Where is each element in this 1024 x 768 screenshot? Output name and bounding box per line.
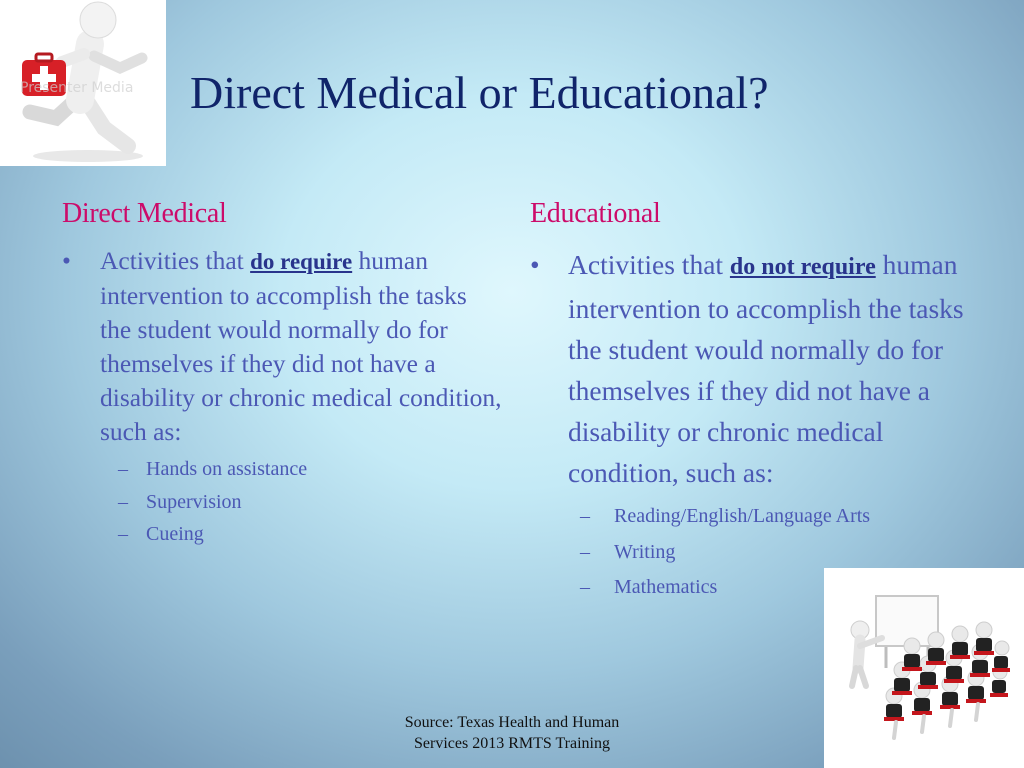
sub-item-label: Writing [614, 540, 676, 563]
source-line-2: Services 2013 RMTS Training [413, 735, 610, 752]
bullet-text-end: human intervention to accomplish the tasks the student would normally do for themselves if they did not have a disability or chronic medical condition, such as: [568, 249, 964, 488]
slide-title: Direct Medical or Educational? [190, 67, 769, 118]
educational-heading: Educational [530, 198, 661, 229]
dash-marker: – [580, 505, 590, 527]
watermark-text: Presenter Media [20, 80, 134, 96]
running-medic-figure-image [0, 0, 166, 166]
bullet-text-start: Activities that [100, 246, 251, 275]
dash-marker: – [580, 576, 590, 598]
direct-medical-heading: Direct Medical [62, 198, 227, 229]
sub-item-label: Mathematics [614, 576, 718, 598]
sub-item-writing [580, 535, 970, 571]
sub-item-reading [580, 499, 970, 535]
source-citation [362, 712, 662, 754]
direct-medical-sub-list [62, 453, 502, 551]
sub-item-label: Cueing [146, 523, 204, 545]
sub-item-label: Reading/English/Language Arts [614, 505, 871, 527]
direct-medical-column [62, 198, 502, 551]
educational-bullet [530, 244, 970, 493]
do-not-require-emphasis: do not require [729, 254, 876, 280]
sub-item-hands-on-assistance [118, 453, 502, 486]
classroom-audience-image [824, 568, 1024, 768]
bullet-marker: • [62, 246, 71, 275]
sub-item-label: Supervision [146, 490, 242, 513]
educational-column [530, 198, 970, 606]
bullet-text-end: human intervention to accomplish the tasks the student would normally do for themselves if they did not have a disability or chronic medical condition, such as: [100, 246, 502, 446]
sub-item-supervision [118, 486, 502, 519]
bullet-text-start: Activities that [568, 249, 730, 280]
sub-item-cueing [118, 518, 502, 551]
sub-item-label: Hands on assistance [146, 458, 308, 480]
bullet-marker: • [530, 249, 540, 280]
direct-medical-bullet [62, 244, 502, 449]
source-line-1: Source: Texas Health and Human [404, 714, 620, 731]
do-require-emphasis: do require [250, 249, 353, 274]
dash-marker: – [118, 523, 128, 545]
dash-marker: – [580, 540, 590, 563]
dash-marker: – [118, 490, 128, 513]
dash-marker: – [118, 458, 128, 480]
